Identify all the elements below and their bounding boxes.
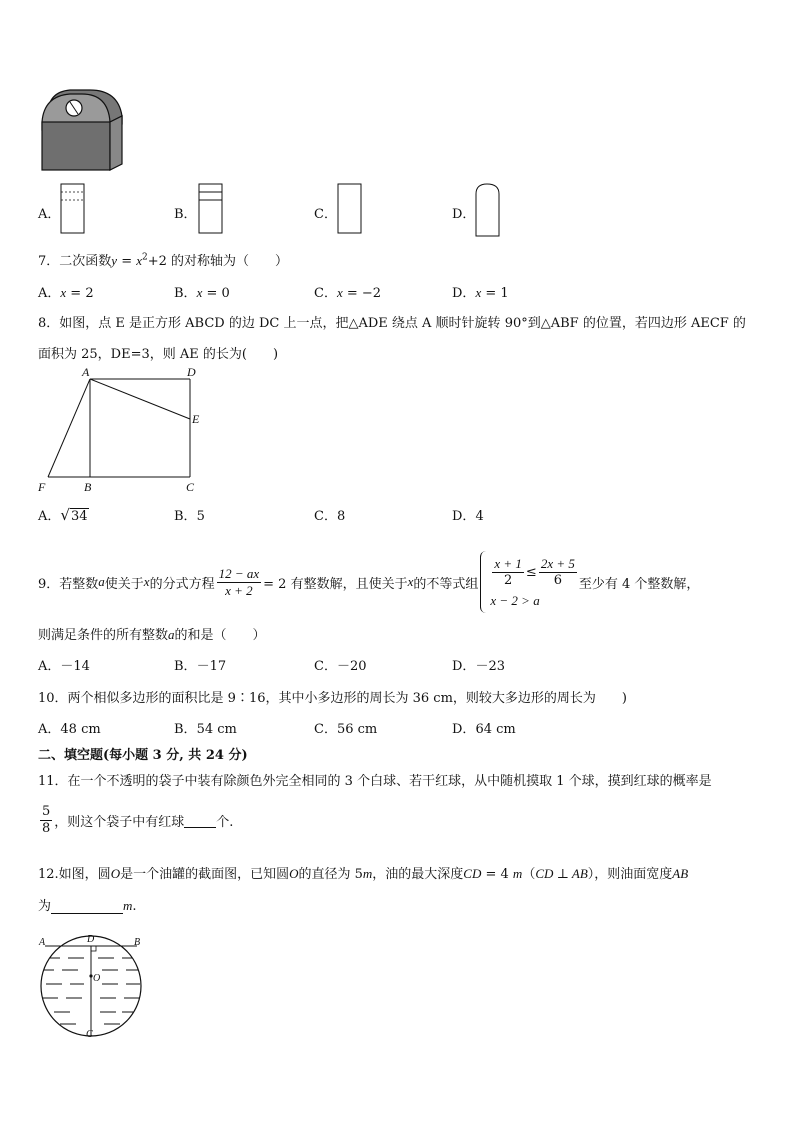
q12-stem-line1	[38, 863, 688, 882]
q7-formula-eq: =	[117, 254, 137, 269]
q6-option-c[interactable]	[314, 203, 337, 222]
q12-oil-tank-figure	[34, 928, 154, 1040]
q9-p6: 至少有 4 个整数解，	[578, 576, 700, 592]
section-title: 二、填空题(每小题 3 分, 共 24 分)	[38, 748, 248, 763]
q9-option-d-letter: D．	[452, 659, 476, 674]
q9-var-a: a	[98, 574, 105, 589]
q8-option-a[interactable]	[38, 505, 89, 524]
q12-label-b: B	[134, 937, 141, 948]
q9-option-c-letter: C．	[314, 659, 337, 674]
q7-formula-tail: +2	[147, 254, 167, 269]
q6-solid-figure	[40, 86, 130, 174]
q9-ineq1-den: 2	[504, 572, 513, 588]
q7-option-a-letter: A．	[38, 286, 61, 301]
q7-option-c[interactable]	[314, 282, 381, 301]
q9-frac-den: x + 2	[225, 582, 253, 598]
q9-line2-a: 则满足条件的所有整数	[38, 628, 169, 643]
q12-cd: CD	[463, 866, 482, 881]
q8-option-b[interactable]	[174, 505, 205, 524]
q6-option-d-figure	[475, 182, 501, 238]
q8-stem-line1: 8．如图，点 E 是正方形 ABCD 的边 DC 上一点，把△ADE 绕点 A 顺时针旋转 90°到△ABF 的位置，若四边形 AECF 的	[38, 316, 746, 331]
q8-stem-line2: 面积为 25，DE=3，则 AE 的长为( )	[38, 347, 279, 362]
q8-option-b-letter: B．	[174, 509, 197, 524]
q12-perp: CD ⊥ AB	[535, 866, 588, 881]
q9-frac-num: 12 − ax	[218, 565, 260, 581]
q7-option-c-letter: C．	[314, 286, 337, 301]
q11-line2: ，则这个袋子中有红球	[54, 815, 185, 830]
q8-option-d-letter: D．	[452, 509, 476, 524]
q8-option-c-val: 8	[336, 509, 346, 524]
q10-option-a-letter: A．	[38, 722, 61, 737]
q6-option-b-letter: B．	[174, 207, 197, 222]
q7-formula-exp: 2	[142, 252, 148, 263]
q6-option-b-figure	[198, 183, 224, 235]
q10-stem: 10．两个相似多边形的面积比是 9∶16，其中小多边形的周长为 36 cm，则较大多边形的周长为 )	[38, 691, 627, 706]
q9-p4: = 2 有整数解，且使关于	[263, 576, 408, 592]
q9-option-b-letter: B．	[174, 659, 197, 674]
q10-option-a[interactable]	[38, 718, 101, 737]
q6-option-c-letter: C．	[314, 207, 337, 222]
q9-var-x: x	[143, 574, 150, 589]
q7-option-c-val: = −2	[342, 286, 382, 301]
q9-ineq2-num: 2x + 5	[540, 555, 575, 571]
q12-p7: ），则油面宽度	[587, 867, 673, 882]
q7-text-before: 7．二次函数	[38, 254, 112, 269]
q9-inequality-system	[480, 551, 579, 613]
q7-option-c-var: x	[336, 285, 343, 300]
q8-label-b: B	[84, 480, 92, 494]
q9-ineq-le: ≤	[525, 564, 537, 580]
q10-option-c-val: 56 cm	[336, 722, 378, 737]
q12-stem-line2	[38, 895, 137, 914]
q8-label-d: D	[187, 365, 196, 379]
q9-option-d[interactable]	[452, 655, 505, 674]
q8-label-f: F	[38, 480, 46, 494]
q10-option-c-letter: C．	[314, 722, 337, 737]
q7-option-a-var: x	[60, 285, 67, 300]
q12-p1: 12.如图，圆	[38, 867, 111, 882]
q10-option-b-val: 54 cm	[196, 722, 237, 737]
q12-unit-m-3: m	[123, 898, 133, 913]
q6-option-a-figure	[60, 183, 86, 235]
q7-option-d[interactable]	[452, 282, 509, 301]
q6-option-d-letter: D．	[452, 207, 476, 222]
q9-p3: 的分式方程	[149, 576, 215, 592]
left-brace-icon	[480, 551, 487, 613]
q6-option-d[interactable]	[452, 203, 475, 222]
q9-option-a-letter: A．	[38, 659, 61, 674]
q7-text-after: 的对称轴为（ ）	[166, 254, 289, 269]
q9-p5: 的不等式组	[413, 576, 479, 592]
q8-option-d-val: 4	[475, 509, 484, 524]
q12-label-d: D	[87, 934, 95, 945]
q9-option-b[interactable]	[174, 655, 226, 674]
q12-ab: AB	[672, 866, 689, 881]
q12-p5: = 4	[481, 867, 513, 882]
q9-var-x-2: x	[407, 574, 414, 589]
q9-option-c-val: －20	[336, 659, 367, 674]
q10-option-c[interactable]	[314, 718, 377, 737]
q12-label-a: A	[39, 937, 46, 948]
q12-p4: ，油的最大深度	[372, 867, 464, 882]
q12-p3: 的直径为 5	[298, 867, 363, 882]
q10-option-b[interactable]	[174, 718, 237, 737]
q9-equation-fraction	[217, 566, 262, 599]
q9-ineq2-den: 6	[553, 572, 562, 588]
q7-formula-y: y	[111, 253, 118, 268]
q8-option-a-letter: A．	[38, 509, 61, 524]
q9-option-c[interactable]	[314, 655, 367, 674]
q9-stem-line1	[38, 551, 699, 613]
q12-p2: 是一个油罐的截面图，已知圆	[120, 867, 290, 882]
q10-option-b-letter: B．	[174, 722, 197, 737]
q9-stem-line2	[38, 624, 266, 643]
q11-stem-line1: 11．在一个不透明的袋子中装有除颜色外完全相同的 3 个白球、若干红球，从中随机摸取 1 个球，摸到红球的概率是	[38, 774, 712, 789]
q11-probability-fraction	[40, 804, 52, 837]
q7-option-d-letter: D．	[452, 286, 476, 301]
q7-option-b-val: = 0	[202, 286, 230, 301]
q9-option-b-val: －17	[196, 659, 227, 674]
q8-label-c: C	[186, 480, 195, 494]
q9-p1: 9．若整数	[38, 576, 99, 592]
q8-option-c-letter: C．	[314, 509, 337, 524]
q10-option-a-val: 48 cm	[60, 722, 101, 737]
q9-ineq1-num: x + 1	[494, 555, 522, 571]
q9-option-a[interactable]	[38, 655, 90, 674]
q8-label-a: A	[82, 365, 90, 379]
q8-option-a-val: 34	[70, 509, 88, 524]
q6-option-a[interactable]	[38, 203, 60, 222]
q10-option-d[interactable]	[452, 718, 516, 737]
q12-unit-m-2: m	[512, 866, 523, 881]
q12-p6: （	[522, 867, 536, 882]
q12-var-o: O	[110, 866, 121, 881]
q11-answer-blank[interactable]	[184, 813, 216, 828]
q8-label-e: E	[192, 412, 200, 426]
q12-line2: 为	[38, 899, 52, 914]
q6-option-a-letter: A．	[38, 207, 61, 222]
q8-option-c[interactable]	[314, 505, 345, 524]
q11-stem-line2	[38, 804, 233, 837]
q6-option-c-figure	[337, 183, 363, 235]
q7-option-d-val: = 1	[481, 286, 509, 301]
q11-frac-den: 8	[42, 821, 51, 836]
q6-option-b[interactable]	[174, 203, 197, 222]
q7-formula-x: x	[136, 253, 143, 268]
q12-var-o-2: O	[289, 866, 299, 881]
q9-p2: 使关于	[104, 576, 144, 592]
q7-option-b-var: x	[196, 285, 203, 300]
q12-label-o: O	[93, 973, 101, 984]
q7-option-b-letter: B．	[174, 286, 197, 301]
q10-option-d-val: 64 cm	[475, 722, 516, 737]
q7-option-a-val: = 2	[66, 286, 94, 301]
q12-answer-blank[interactable]	[51, 899, 123, 914]
q8-option-d[interactable]	[452, 505, 484, 524]
q9-ineq3: x − 2 > a	[490, 592, 540, 608]
q9-option-a-val: －14	[60, 659, 90, 674]
q7-option-d-var: x	[475, 285, 482, 300]
q9-line2-b: 的和是（ ）	[174, 628, 266, 643]
q7-option-b[interactable]	[174, 282, 230, 301]
q7-option-a[interactable]	[38, 282, 94, 301]
q8-option-b-val: 5	[196, 509, 205, 524]
q9-option-d-val: －23	[475, 659, 505, 674]
q11-line2-end: 个.	[216, 815, 234, 830]
q12-label-c: C	[86, 1029, 93, 1040]
q12-line2-end: .	[132, 899, 137, 914]
q7-stem	[38, 250, 288, 269]
q8-square-figure	[34, 364, 204, 496]
q9-var-a-2: a	[168, 627, 175, 642]
q11-frac-num: 5	[42, 804, 51, 819]
q12-unit-m: m	[362, 866, 373, 881]
q10-option-d-letter: D．	[452, 722, 476, 737]
radical-icon: √	[60, 506, 70, 524]
